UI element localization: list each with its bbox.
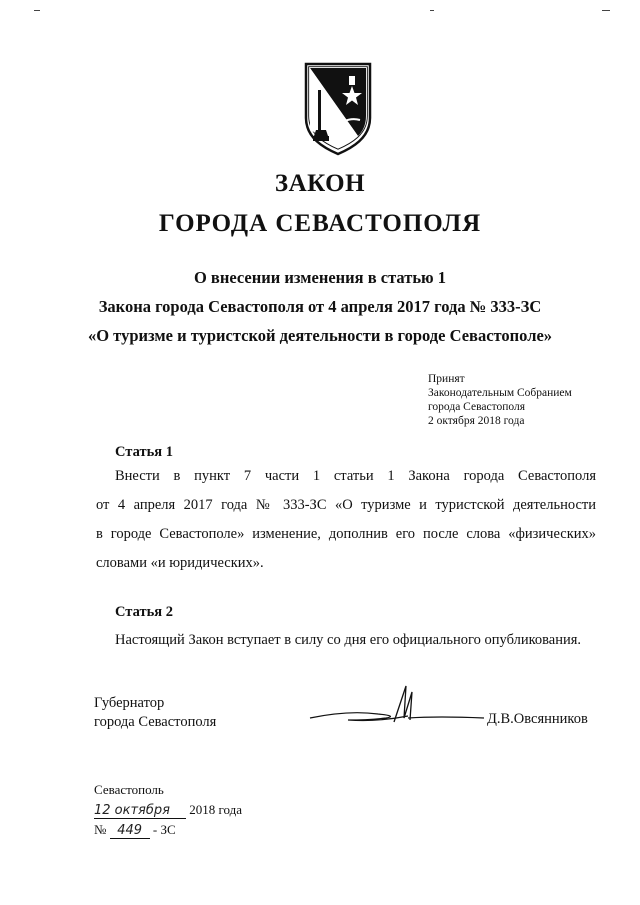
city-name: Севастополь	[94, 782, 164, 797]
law-subject-line: О внесении изменения в статью 1	[193, 268, 447, 287]
adoption-date: 2 октября 2018 года	[428, 415, 525, 427]
number-suffix: - ЗС	[152, 822, 176, 837]
adoption-note-line: Принят	[428, 373, 465, 385]
governor-position	[94, 694, 216, 732]
governor-position-line: Губернатор	[94, 695, 165, 711]
adoption-note	[428, 372, 572, 428]
adoption-note-line: города Севастополя	[428, 401, 525, 413]
number-line	[94, 820, 242, 840]
article-2-text: Настоящий Закон вступает в силу со дня его официального опубликования.	[115, 632, 582, 648]
governor-name: Д.В.Овсянников	[487, 711, 588, 727]
handwritten-date: 12 октября	[94, 804, 186, 819]
article-1-line: словами «и юридических».	[96, 555, 264, 571]
sevastopol-coat-of-arms-icon	[302, 60, 374, 156]
number-prefix: №	[94, 822, 107, 837]
article-1-line: от 4 апреля 2017 года № 333-ЗС «О туризме и туристской деятельности	[96, 497, 596, 513]
date-year: 2018 года	[189, 802, 243, 817]
scan-mark	[430, 10, 434, 11]
article-1-line: в городе Севастополе» изменение, дополнив его после слова «физических»	[96, 526, 596, 542]
article-1-line: Внести в пункт 7 части 1 статьи 1 Закона города Севастополя	[115, 468, 596, 484]
adoption-note-line: Законодательным Собранием	[428, 387, 572, 399]
handwritten-signature	[308, 680, 488, 730]
publication-details	[94, 780, 242, 840]
law-title: ЗАКОН	[274, 170, 366, 197]
city-line	[94, 780, 242, 800]
law-title-city: ГОРОДА СЕВАСТОПОЛЯ	[158, 210, 482, 237]
scan-mark	[34, 10, 40, 11]
law-subject-line: «О туризме и туристской деятельности в городе Севастополе»	[87, 326, 553, 345]
law-subject-line: Закона города Севастополя от 4 апреля 2017 года № 333-ЗС	[98, 297, 542, 316]
governor-position-line: города Севастополя	[94, 714, 217, 730]
scan-mark	[602, 10, 610, 11]
article-1-heading: Статья 1	[115, 444, 173, 460]
date-line	[94, 800, 242, 820]
handwritten-number: 449	[110, 824, 150, 839]
article-2-heading: Статья 2	[115, 604, 173, 620]
article-1-text	[96, 462, 596, 578]
